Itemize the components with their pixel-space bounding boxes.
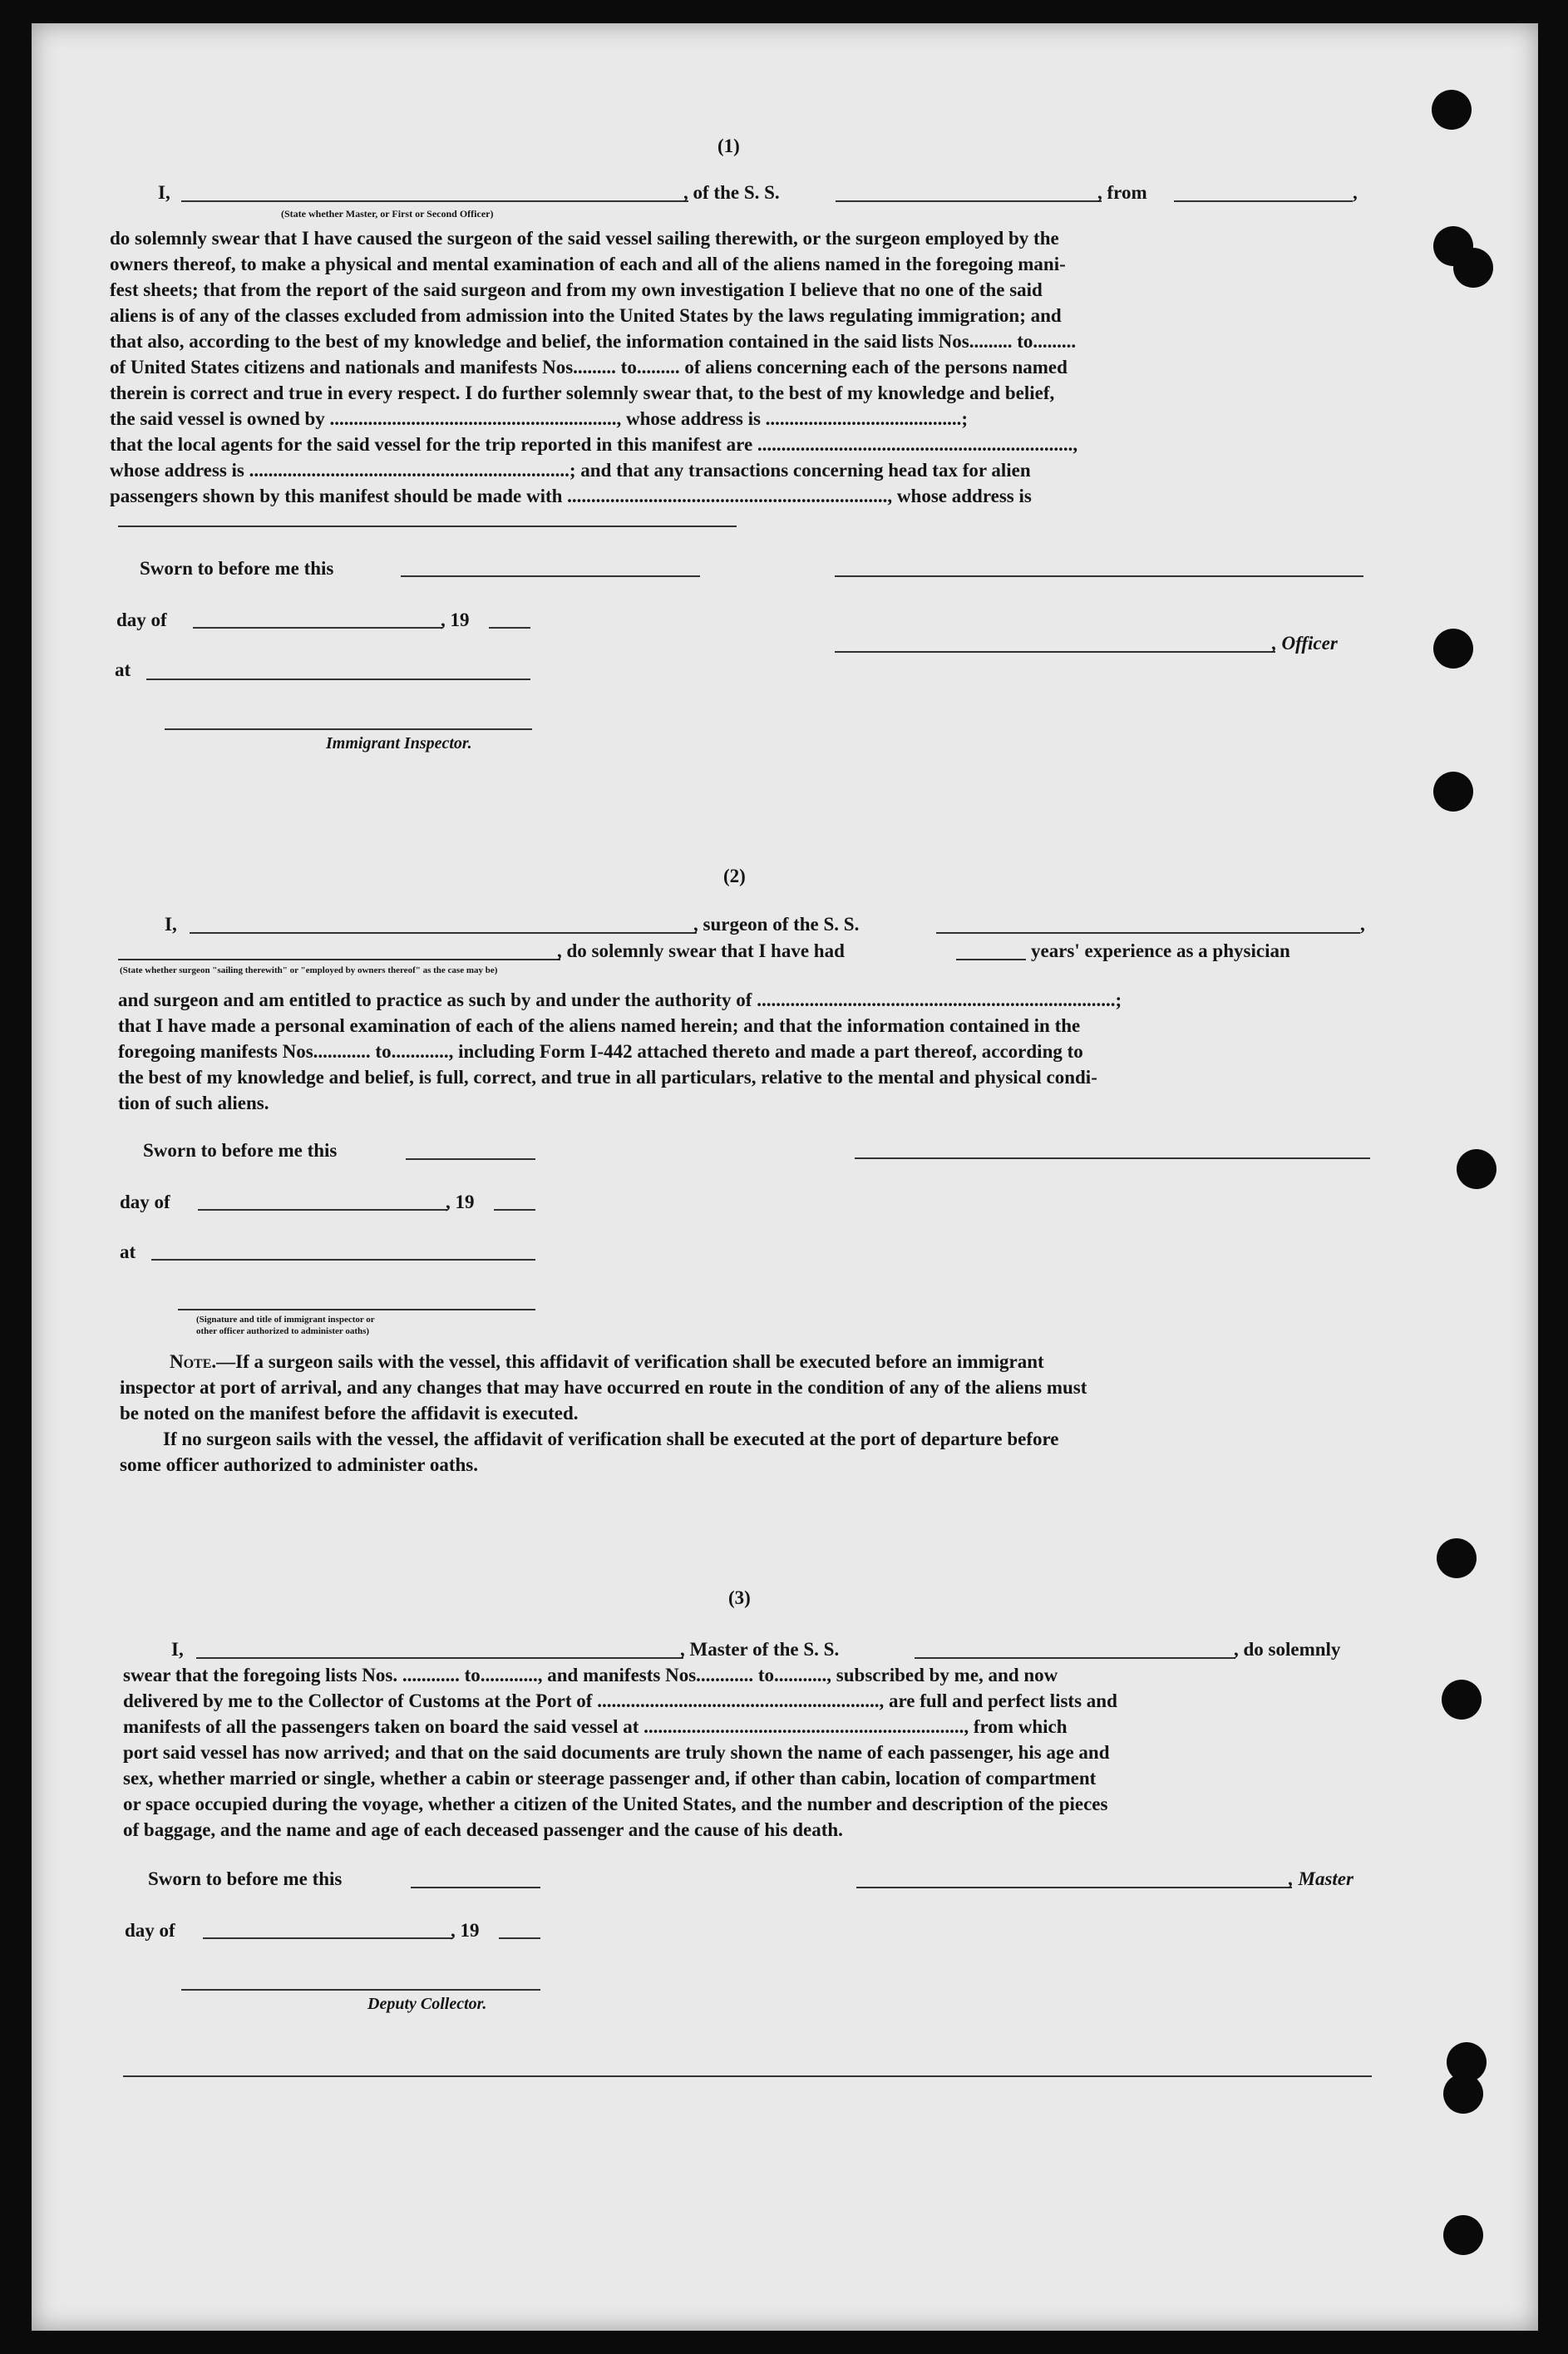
note-line: If no surgeon sails with the vessel, the affidavit of verification shall be executed at the port of departure before (163, 1429, 1059, 1449)
s2-surgeon-name-line (190, 932, 697, 934)
s3-sworn-line (411, 1887, 540, 1888)
punch-hole (1433, 772, 1473, 812)
punch-hole (1437, 1538, 1477, 1578)
s2-vessel-line (936, 932, 1360, 934)
s2-sig-caption-1: (Signature and title of immigrant inspector or (196, 1315, 375, 1325)
s2-comma: , (1360, 914, 1365, 935)
s1-sworn-line (401, 575, 700, 577)
s3-line: delivered by me to the Collector of Customs at the Port of ..........................................................., are full and perfect lists and (123, 1690, 1117, 1711)
s1-officer-line (835, 651, 1275, 653)
s2-years: years' experience as a physician (1031, 940, 1290, 961)
s1-signature-line (835, 575, 1363, 577)
s3-line: port said vessel has now arrived; and that on the said documents are truly shown the name of each passenger, his age and (123, 1742, 1110, 1763)
s2-line: that I have made a personal examination of each of the aliens named herein; and that the information contained in the (118, 1015, 1081, 1036)
s1-of-ss: , of the S. S. (683, 182, 780, 203)
s3-vessel-line (915, 1657, 1235, 1659)
bottom-rule (123, 2075, 1372, 2077)
s1-line: passengers shown by this manifest should be made with ..................................................................., whose address is (110, 486, 1032, 506)
s2-line: tion of such aliens. (118, 1093, 269, 1113)
s1-comma: , (1353, 182, 1358, 203)
s1-line: do solemnly swear that I have caused the surgeon of the said vessel sailing therewith, or the surgeon employed by the (110, 228, 1059, 249)
s2-year-line (494, 1209, 535, 1211)
section-2-note (120, 1349, 1372, 1478)
s3-master-sig-line (856, 1887, 1292, 1888)
section-2-body (118, 987, 1370, 1116)
s3-day-of: day of (125, 1920, 175, 1941)
s1-line: the said vessel is owned by ............................................................, whose address is .........................................; (110, 408, 969, 429)
s3-line: or space occupied during the voyage, whether a citizen of the United States, and the number and description of the pieces (123, 1794, 1108, 1814)
s1-contact-address-line (118, 526, 737, 527)
s1-line: fest sheets; that from the report of the said surgeon and from my own investigation I believe that no one of the said (110, 279, 1043, 300)
s1-year-line (489, 627, 530, 629)
s2-sworn-line (406, 1158, 535, 1160)
s1-officer-name-line (181, 200, 688, 202)
s1-line: owners thereof, to make a physical and mental examination of each and all of the aliens named in the foregoing mani- (110, 254, 1066, 274)
s3-i: I, (171, 1639, 184, 1660)
note-line: Note.—If a surgeon sails with the vessel, this affidavit of verification shall be executed before an immigrant (170, 1351, 1044, 1372)
note-line: some officer authorized to administer oaths. (120, 1454, 478, 1475)
punch-hole (1432, 90, 1472, 130)
s2-surgeon-of: , surgeon of the S. S. (693, 914, 860, 935)
s3-line: sex, whether married or single, whether a cabin or steerage passenger and, if other than cabin, location of compartment (123, 1768, 1097, 1789)
s1-from-line (1174, 200, 1353, 202)
s3-line: of baggage, and the name and age of each deceased passenger and the cause of his death. (123, 1819, 843, 1840)
s3-swear: , do solemnly (1234, 1639, 1341, 1660)
s1-line: aliens is of any of the classes excluded from admission into the United States by the laws regulating immigration; and (110, 305, 1062, 326)
section-3-body (123, 1662, 1375, 1843)
punch-hole (1443, 2074, 1483, 2114)
s1-line: whose address is ...................................................................; and that any transactions concerning head tax for alien (110, 460, 1031, 481)
s3-year: , 19 (451, 1920, 480, 1941)
s1-line: therein is correct and true in every respect. I do further solemnly swear that, to the best of my knowledge and belief, (110, 382, 1055, 403)
s3-day-line (203, 1937, 452, 1939)
s1-i: I, (158, 182, 170, 203)
s1-vessel-line (836, 200, 1102, 202)
s2-line: and surgeon and am entitled to practice as such by and under the authority of ...........................................................................; (118, 989, 1122, 1010)
s1-caption: (State whether Master, or First or Second Officer) (281, 208, 494, 220)
s3-master-name-line (196, 1657, 683, 1659)
s2-line: foregoing manifests Nos............ to............, including Form I-442 attached thereto and made a part thereof, according to (118, 1041, 1083, 1062)
s2-sig-caption-2: other officer authorized to administer oaths) (196, 1326, 370, 1336)
s2-i: I, (165, 914, 177, 935)
s3-master-of: , Master of the S. S. (680, 1639, 840, 1660)
s2-sailing-line (118, 959, 560, 960)
s1-sworn: Sworn to before me this (140, 558, 334, 579)
s2-caption: (State whether surgeon "sailing therewith" or "employed by owners thereof" as the case may be) (120, 965, 498, 975)
s2-inspector-line (178, 1309, 535, 1310)
section-2-number: (2) (723, 866, 746, 886)
punch-hole (1457, 1149, 1497, 1189)
s1-inspector-line (165, 728, 532, 730)
s1-line: of United States citizens and nationals and manifests Nos......... to......... of aliens concerning each of the persons named (110, 357, 1068, 378)
s1-line: that also, according to the best of my knowledge and belief, the information contained in the said lists Nos......... to......... (110, 331, 1077, 352)
punch-hole (1453, 248, 1493, 288)
s2-at: at (120, 1241, 136, 1262)
s2-day-line (198, 1209, 447, 1211)
s1-line: that the local agents for the said vessel for the trip reported in this manifest are .................................................................., (110, 434, 1078, 455)
s1-year: , 19 (441, 609, 470, 630)
s1-from: , from (1097, 182, 1147, 203)
s1-at: at (115, 659, 131, 680)
s3-year-line (499, 1937, 540, 1939)
s3-deputy-line (181, 1989, 540, 1991)
s2-at-line (151, 1259, 535, 1261)
s1-inspector: Immigrant Inspector. (326, 734, 472, 753)
section-1-body (110, 225, 1365, 509)
s1-day-of: day of (116, 609, 167, 630)
punch-hole (1442, 1680, 1482, 1720)
s3-line: manifests of all the passengers taken on board the said vessel at ..................................................................., from which (123, 1716, 1068, 1737)
s3-deputy: Deputy Collector. (367, 1995, 487, 2013)
s1-officer: , Officer (1272, 633, 1338, 654)
s2-line: the best of my knowledge and belief, is full, correct, and true in all particulars, relative to the mental and physical condi- (118, 1067, 1097, 1088)
section-3-number: (3) (728, 1587, 751, 1608)
s1-day-line (193, 627, 442, 629)
note-label: Note. (170, 1351, 217, 1372)
s2-years-line (956, 959, 1026, 960)
note-line: inspector at port of arrival, and any changes that may have occurred en route in the condition of any of the aliens must (120, 1377, 1087, 1398)
s1-at-line (146, 679, 530, 680)
s3-line: swear that the foregoing lists Nos. ............ to............, and manifests Nos............ to..........., subscribed by me, and now (123, 1665, 1058, 1685)
punch-hole (1433, 629, 1473, 669)
s2-day-of: day of (120, 1192, 170, 1212)
s2-year: , 19 (446, 1192, 475, 1212)
punch-hole (1443, 2215, 1483, 2255)
s2-swear: , do solemnly swear that I have had (557, 940, 845, 961)
note-line: be noted on the manifest before the affidavit is executed. (120, 1403, 579, 1424)
s2-signature-line (855, 1157, 1370, 1159)
section-1-number: (1) (717, 136, 740, 156)
s3-master: , Master (1289, 1868, 1354, 1889)
s2-sworn: Sworn to before me this (143, 1140, 338, 1161)
s3-sworn: Sworn to before me this (148, 1868, 343, 1889)
